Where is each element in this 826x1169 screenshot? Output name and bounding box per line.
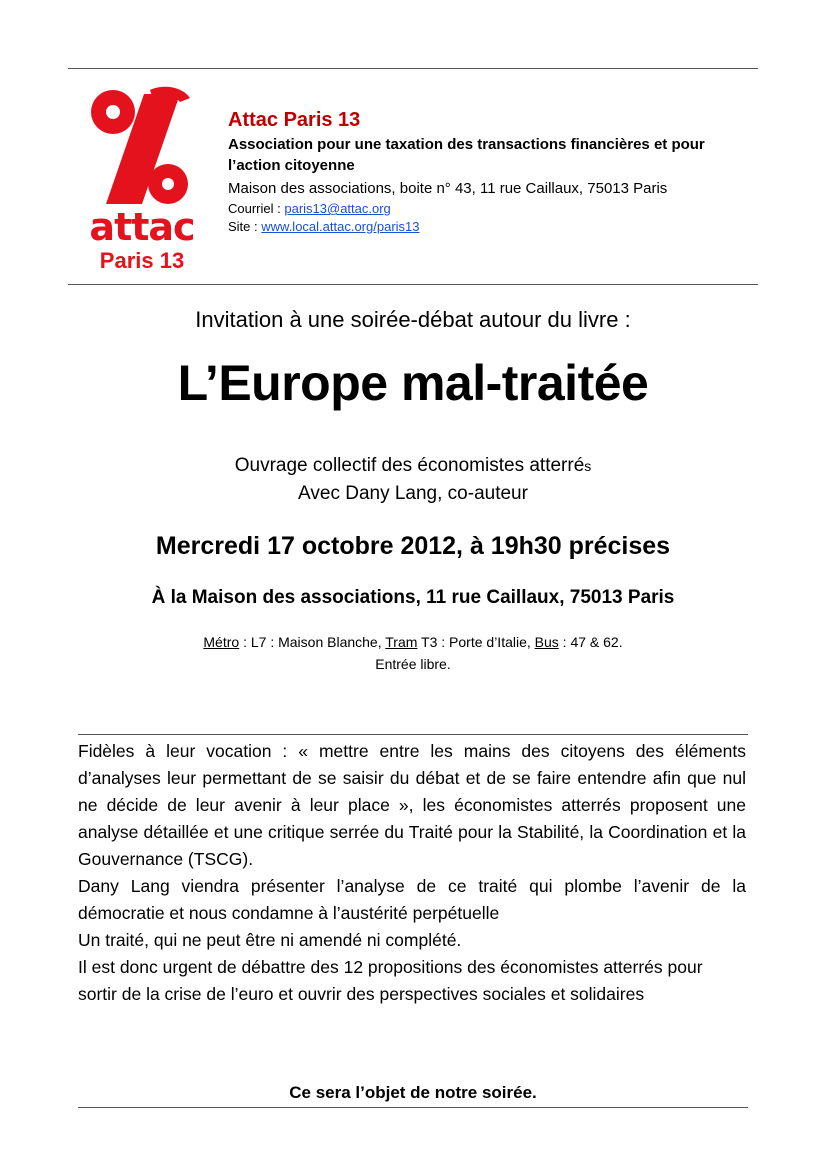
transport-line [0,631,826,653]
body-text [78,738,746,1008]
email-link[interactable]: paris13@attac.org [284,201,391,216]
tram-text: T3 : Porte d’Italie, [417,634,535,650]
bus-text: : 47 & 62. [558,634,623,650]
body-paragraph-1: Fidèles à leur vocation : « mettre entre les mains des citoyens des éléments d’analyses leur permettant de se saisir du débat et de se faire entendre afin que nul ne décide de leur avenir à leur place », les économistes atterrés proposent une analyse détaillée et une critique serrée du Traité pour la Stabilité, la Coordination et la Gouvernance (TSCG). [78,741,746,869]
metro-label: Métro [203,634,240,650]
site-link[interactable]: www.local.attac.org/paris13 [261,219,420,234]
bottom-divider [78,1107,748,1108]
entry-info: Entrée libre. [375,656,451,672]
attac-logo [82,84,202,280]
subtitle-line-2: Avec Dany Lang, co-auteur [298,483,528,504]
header-divider [68,284,758,285]
organization-address: Maison des associations, boite n° 43, 11 rue Caillaux, 75013 Paris [228,180,668,197]
site-line [228,218,748,236]
book-title: L’Europe mal-traitée [177,355,649,411]
body-top-divider [78,734,748,735]
body-paragraph-2: Dany Lang viendra présenter l’analyse de ce traité qui plombe l’avenir de la démocratie et nous condamne à l’austérité perpétuelle [78,876,746,923]
organization-name: Attac Paris 13 [228,109,361,131]
logo-word: attac [89,205,195,249]
metro-text: : L7 : Maison Blanche, [239,634,386,650]
top-divider [68,68,758,69]
event-venue: À la Maison des associations, 11 rue Caillaux, 75013 Paris [151,587,675,608]
logo-city: Paris 13 [99,248,185,273]
body-paragraph-3: Un traité, qui ne peut être ni amendé ni complété. [78,930,462,950]
email-label: Courriel : [228,201,285,216]
site-label: Site : [228,219,262,234]
event-date: Mercredi 17 octobre 2012, à 19h30 précises [155,532,671,560]
email-line [228,200,748,218]
organization-description: Association pour une taxation des transactions financières et pour l’action citoyenne [228,136,705,174]
tram-label: Tram [385,634,418,650]
subtitle-line-1 [0,452,826,480]
closing-statement: Ce sera l’objet de notre soirée. [289,1083,537,1102]
book-subtitle [0,452,826,508]
invitation-intro: Invitation à une soirée-débat autour du livre : [195,307,631,332]
subtitle-line-1-tail: s [584,458,592,474]
organization-info [228,107,748,236]
bus-label: Bus [534,634,559,650]
subtitle-line-1-main: Ouvrage collectif des économistes atterré [234,455,585,476]
transport-info [0,631,826,675]
body-paragraph-4: Il est donc urgent de débattre des 12 propositions des économistes atterrés pour sortir de la crise de l’euro et ouvrir des perspectives sociales et solidaires [78,957,703,1004]
percent-logo-icon [82,84,202,209]
